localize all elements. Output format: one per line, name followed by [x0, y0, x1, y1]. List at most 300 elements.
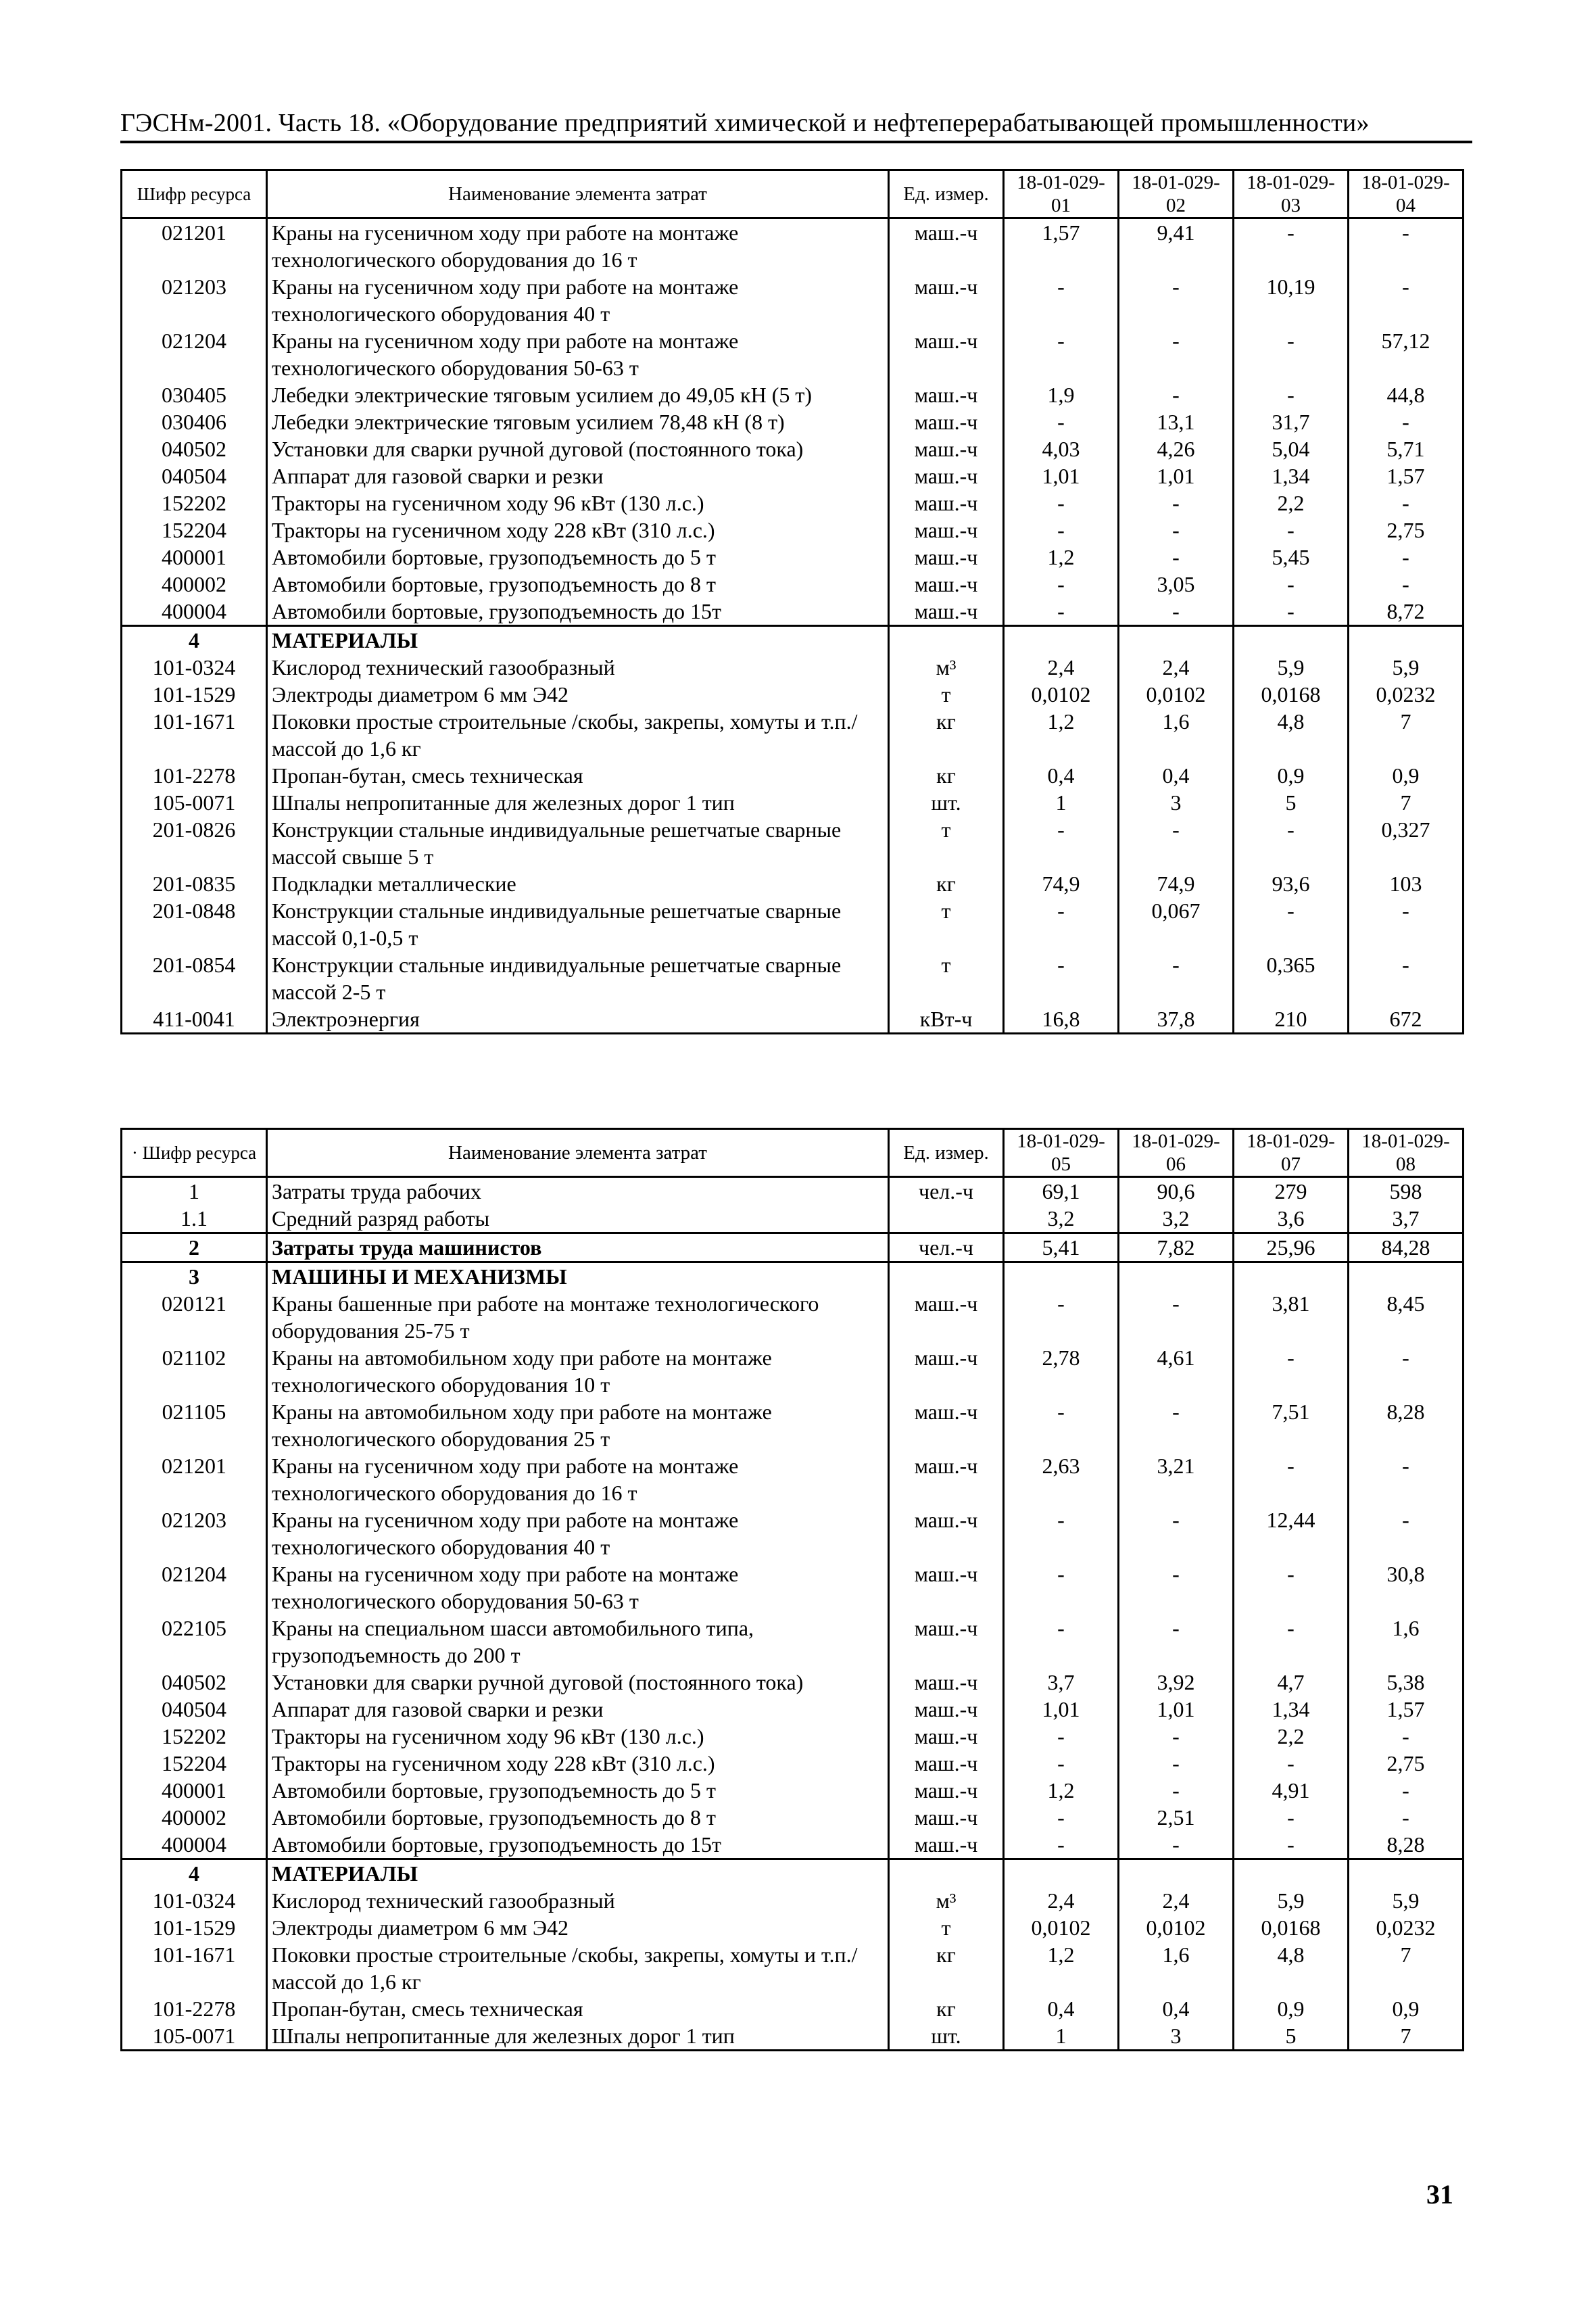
norm-value-col-1: - — [1004, 816, 1119, 870]
unit-of-measure: маш.-ч — [889, 517, 1004, 544]
table-row — [122, 1177, 1464, 1206]
cost-element-name: Затраты труда рабочих — [267, 1177, 889, 1206]
table-row — [122, 1723, 1464, 1750]
unit-of-measure: маш.-ч — [889, 1344, 1004, 1398]
resource-code: 1.1 — [122, 1205, 267, 1233]
resource-code: 021102 — [122, 1344, 267, 1398]
page-header: ГЭСНм-2001. Часть 18. «Оборудование предприятий химической и нефтеперерабатывающей промышленности» — [120, 108, 1472, 143]
norm-value-col-4: 1,6 — [1349, 1615, 1464, 1669]
norm-value-col-1: - — [1004, 408, 1119, 435]
unit-of-measure: кг — [889, 708, 1004, 762]
table-row — [122, 218, 1464, 274]
norm-value-col-2 — [1119, 1859, 1234, 1888]
cost-element-name: Электроэнергия — [267, 1005, 889, 1034]
unit-of-measure: маш.-ч — [889, 598, 1004, 626]
cost-element-name: Краны на гусеничном ходу при работе на монтаже технологического оборудования 50-63 т — [267, 327, 889, 381]
norm-value-col-3: - — [1234, 1560, 1349, 1615]
table-row — [122, 2022, 1464, 2051]
header-name: Наименование элемента затрат — [267, 1129, 889, 1177]
norm-value-col-3: 10,19 — [1234, 273, 1349, 327]
norm-value-col-1: - — [1004, 598, 1119, 626]
norm-value-col-3: - — [1234, 1750, 1349, 1777]
norm-value-col-4: 672 — [1349, 1005, 1464, 1034]
table-row — [122, 1995, 1464, 2022]
norm-value-col-3: - — [1234, 1452, 1349, 1506]
cost-element-name: Шпалы непропитанные для железных дорог 1 тип — [267, 2022, 889, 2051]
norm-value-col-3: - — [1234, 598, 1349, 626]
norm-value-col-4: 5,9 — [1349, 654, 1464, 681]
cost-element-name: Конструкции стальные индивидуальные решетчатые сварные массой свыше 5 т — [267, 816, 889, 870]
norm-value-col-2: - — [1119, 1831, 1234, 1859]
norm-value-col-4: - — [1349, 571, 1464, 598]
resource-code: 201-0848 — [122, 897, 267, 951]
cost-element-name: Средний разряд работы — [267, 1205, 889, 1233]
cost-element-name: Аппарат для газовой сварки и резки — [267, 462, 889, 490]
resource-code: 040504 — [122, 462, 267, 490]
cost-element-name: Пропан-бутан, смесь техническая — [267, 1995, 889, 2022]
resource-code: 101-0324 — [122, 654, 267, 681]
cost-element-name: Тракторы на гусеничном ходу 96 кВт (130 л.с.) — [267, 1723, 889, 1750]
unit-of-measure: маш.-ч — [889, 1398, 1004, 1452]
table-row — [122, 1233, 1464, 1262]
norm-value-col-4: 7 — [1349, 789, 1464, 816]
cost-element-name: МАШИНЫ И МЕХАНИЗМЫ — [267, 1262, 889, 1291]
norm-value-col-4 — [1349, 626, 1464, 654]
norm-value-col-2: 0,4 — [1119, 762, 1234, 789]
norm-value-col-4: 2,75 — [1349, 1750, 1464, 1777]
norm-value-col-2: 4,26 — [1119, 435, 1234, 462]
resource-code: 101-1529 — [122, 1914, 267, 1941]
table-row — [122, 1290, 1464, 1344]
unit-of-measure: маш.-ч — [889, 1669, 1004, 1696]
norm-value-col-1: - — [1004, 1560, 1119, 1615]
table-row — [122, 1205, 1464, 1233]
norm-value-col-1: - — [1004, 1290, 1119, 1344]
norm-value-col-3 — [1234, 626, 1349, 654]
norm-value-col-1: - — [1004, 1831, 1119, 1859]
norm-value-col-1 — [1004, 626, 1119, 654]
norm-value-col-2: 3,21 — [1119, 1452, 1234, 1506]
header-col-4: 18-01-029-04 — [1349, 170, 1464, 218]
table-row — [122, 1262, 1464, 1291]
unit-of-measure: маш.-ч — [889, 327, 1004, 381]
cost-element-name: Подкладки металлические — [267, 870, 889, 897]
table-row — [122, 789, 1464, 816]
unit-of-measure: маш.-ч — [889, 435, 1004, 462]
cost-element-name: Аппарат для газовой сварки и резки — [267, 1696, 889, 1723]
unit-of-measure: кг — [889, 1941, 1004, 1995]
cost-element-name: Тракторы на гусеничном ходу 228 кВт (310 л.с.) — [267, 517, 889, 544]
resource-code: 152204 — [122, 517, 267, 544]
table-row — [122, 490, 1464, 517]
cost-element-name: Автомобили бортовые, грузоподъемность до 15т — [267, 598, 889, 626]
resource-code: 1 — [122, 1177, 267, 1206]
norm-value-col-3: 0,0168 — [1234, 681, 1349, 708]
norm-value-col-3: - — [1234, 1344, 1349, 1398]
norm-value-col-3: - — [1234, 1804, 1349, 1831]
table-row — [122, 598, 1464, 626]
norm-value-col-2: 37,8 — [1119, 1005, 1234, 1034]
norm-value-col-2: 3,05 — [1119, 571, 1234, 598]
norm-value-col-4: 103 — [1349, 870, 1464, 897]
norm-value-col-4: - — [1349, 1777, 1464, 1804]
resource-code: 105-0071 — [122, 2022, 267, 2051]
table-row — [122, 1914, 1464, 1941]
norm-value-col-1: - — [1004, 273, 1119, 327]
norm-value-col-4: 8,45 — [1349, 1290, 1464, 1344]
resource-code: 101-0324 — [122, 1887, 267, 1914]
cost-element-name: Краны на гусеничном ходу при работе на монтаже технологического оборудования до 16 т — [267, 1452, 889, 1506]
norm-value-col-4: 1,57 — [1349, 462, 1464, 490]
norm-value-col-1: 2,4 — [1004, 1887, 1119, 1914]
norm-value-col-4: 5,38 — [1349, 1669, 1464, 1696]
norm-value-col-3: 0,9 — [1234, 1995, 1349, 2022]
norm-value-col-1: - — [1004, 571, 1119, 598]
norm-value-col-2: 1,01 — [1119, 1696, 1234, 1723]
norm-value-col-1: - — [1004, 951, 1119, 1005]
norm-value-col-2: 0,0102 — [1119, 1914, 1234, 1941]
norm-value-col-4: - — [1349, 490, 1464, 517]
norm-value-col-4: - — [1349, 1452, 1464, 1506]
table-row — [122, 951, 1464, 1005]
norm-value-col-3: - — [1234, 1831, 1349, 1859]
resource-code: 021105 — [122, 1398, 267, 1452]
norm-value-col-4: 1,57 — [1349, 1696, 1464, 1723]
cost-element-name: Автомобили бортовые, грузоподъемность до 8 т — [267, 571, 889, 598]
table-row — [122, 816, 1464, 870]
norm-value-col-3: 93,6 — [1234, 870, 1349, 897]
norm-value-col-1: 0,4 — [1004, 762, 1119, 789]
norm-value-col-1 — [1004, 1262, 1119, 1291]
norm-value-col-3: 5,45 — [1234, 544, 1349, 571]
resource-code: 201-0854 — [122, 951, 267, 1005]
norm-value-col-4 — [1349, 1262, 1464, 1291]
cost-element-name: Краны на автомобильном ходу при работе на монтаже технологического оборудования 25 т — [267, 1398, 889, 1452]
norm-value-col-1: - — [1004, 1398, 1119, 1452]
cost-element-name: Автомобили бортовые, грузоподъемность до 5 т — [267, 1777, 889, 1804]
resource-code: 400002 — [122, 571, 267, 598]
norm-value-col-1: 74,9 — [1004, 870, 1119, 897]
norm-value-col-4: 7 — [1349, 1941, 1464, 1995]
norm-value-col-3: 210 — [1234, 1005, 1349, 1034]
unit-of-measure: шт. — [889, 2022, 1004, 2051]
norm-value-col-2: - — [1119, 517, 1234, 544]
cost-element-name: Установки для сварки ручной дуговой (постоянного тока) — [267, 1669, 889, 1696]
unit-of-measure: т — [889, 1914, 1004, 1941]
norm-value-col-1: - — [1004, 490, 1119, 517]
table-row — [122, 1831, 1464, 1859]
table-row — [122, 1398, 1464, 1452]
table-row — [122, 273, 1464, 327]
cost-element-name: Поковки простые строительные /скобы, закрепы, хомуты и т.п./ массой до 1,6 кг — [267, 708, 889, 762]
norm-value-col-2: 7,82 — [1119, 1233, 1234, 1262]
unit-of-measure: маш.-ч — [889, 462, 1004, 490]
header-col-2: 18-01-029-02 — [1119, 170, 1234, 218]
norm-value-col-4: 2,75 — [1349, 517, 1464, 544]
table-row — [122, 654, 1464, 681]
norm-value-col-3: 5,9 — [1234, 1887, 1349, 1914]
norm-value-col-1: 69,1 — [1004, 1177, 1119, 1206]
cost-element-name: Конструкции стальные индивидуальные решетчатые сварные массой 0,1-0,5 т — [267, 897, 889, 951]
table-header-row — [122, 1129, 1464, 1177]
resource-code: 152202 — [122, 490, 267, 517]
resource-code: 021204 — [122, 327, 267, 381]
norm-value-col-4: - — [1349, 408, 1464, 435]
resource-code: 021203 — [122, 1506, 267, 1560]
header-code: Шифр ресурса — [122, 170, 267, 218]
norm-value-col-1: 0,0102 — [1004, 681, 1119, 708]
cost-element-name: Конструкции стальные индивидуальные решетчатые сварные массой 2-5 т — [267, 951, 889, 1005]
norm-value-col-2: - — [1119, 381, 1234, 408]
norm-value-col-3: 4,8 — [1234, 1941, 1349, 1995]
unit-of-measure: маш.-ч — [889, 1750, 1004, 1777]
cost-element-name: Автомобили бортовые, грузоподъемность до 8 т — [267, 1804, 889, 1831]
resource-code: 152202 — [122, 1723, 267, 1750]
norm-value-col-4: 84,28 — [1349, 1233, 1464, 1262]
unit-of-measure: маш.-ч — [889, 381, 1004, 408]
unit-of-measure — [889, 1205, 1004, 1233]
cost-element-name: Электроды диаметром 6 мм Э42 — [267, 1914, 889, 1941]
norm-value-col-2: 3 — [1119, 789, 1234, 816]
norm-value-col-4: - — [1349, 544, 1464, 571]
header-unit: Ед. измер. — [889, 170, 1004, 218]
norm-value-col-3: - — [1234, 517, 1349, 544]
table-row — [122, 626, 1464, 654]
table-row — [122, 408, 1464, 435]
resource-code: 101-2278 — [122, 762, 267, 789]
unit-of-measure: кВт-ч — [889, 1005, 1004, 1034]
table-row — [122, 435, 1464, 462]
norm-value-col-1: - — [1004, 327, 1119, 381]
norm-value-col-1: - — [1004, 1615, 1119, 1669]
table-row — [122, 381, 1464, 408]
norm-value-col-2: 74,9 — [1119, 870, 1234, 897]
norm-value-col-2 — [1119, 1262, 1234, 1291]
norm-value-col-3: 0,9 — [1234, 762, 1349, 789]
resource-code: 400001 — [122, 544, 267, 571]
table-row — [122, 1750, 1464, 1777]
resource-code: 101-2278 — [122, 1995, 267, 2022]
norm-value-col-1: 2,78 — [1004, 1344, 1119, 1398]
norm-value-col-2: 3,2 — [1119, 1205, 1234, 1233]
norm-value-col-3: 25,96 — [1234, 1233, 1349, 1262]
cost-element-name: Краны на автомобильном ходу при работе на монтаже технологического оборудования 10 т — [267, 1344, 889, 1398]
norm-value-col-1: 1 — [1004, 789, 1119, 816]
norm-value-col-1: 1,9 — [1004, 381, 1119, 408]
table-row — [122, 1941, 1464, 1995]
norm-value-col-2: - — [1119, 951, 1234, 1005]
unit-of-measure: маш.-ч — [889, 1290, 1004, 1344]
norm-value-col-2: 1,6 — [1119, 708, 1234, 762]
unit-of-measure: маш.-ч — [889, 218, 1004, 274]
table-row — [122, 1804, 1464, 1831]
resource-code: 030406 — [122, 408, 267, 435]
norm-value-col-4: 5,71 — [1349, 435, 1464, 462]
norm-value-col-2: - — [1119, 544, 1234, 571]
norm-value-col-2: - — [1119, 1723, 1234, 1750]
norm-value-col-2: 0,067 — [1119, 897, 1234, 951]
table-header-row — [122, 170, 1464, 218]
resource-code: 040502 — [122, 435, 267, 462]
norm-value-col-3: 0,365 — [1234, 951, 1349, 1005]
norm-value-col-4: 7 — [1349, 708, 1464, 762]
norm-value-col-1 — [1004, 1859, 1119, 1888]
table-row — [122, 1005, 1464, 1034]
norm-value-col-4: - — [1349, 218, 1464, 274]
table-row — [122, 708, 1464, 762]
table-row — [122, 1615, 1464, 1669]
resource-code: 040502 — [122, 1669, 267, 1696]
norm-value-col-1: 2,4 — [1004, 654, 1119, 681]
norm-value-col-4: - — [1349, 1506, 1464, 1560]
norm-value-col-2: - — [1119, 327, 1234, 381]
norm-value-col-4: 8,72 — [1349, 598, 1464, 626]
norm-value-col-3: 1,34 — [1234, 1696, 1349, 1723]
norm-value-col-2: 9,41 — [1119, 218, 1234, 274]
cost-element-name: Пропан-бутан, смесь техническая — [267, 762, 889, 789]
norm-value-col-3: - — [1234, 1615, 1349, 1669]
cost-element-name: Кислород технический газообразный — [267, 1887, 889, 1914]
norm-value-col-2: - — [1119, 1506, 1234, 1560]
norm-value-col-2: - — [1119, 273, 1234, 327]
table-row — [122, 1887, 1464, 1914]
table-row — [122, 870, 1464, 897]
resource-code: 2 — [122, 1233, 267, 1262]
table-row — [122, 1669, 1464, 1696]
resource-code: 411-0041 — [122, 1005, 267, 1034]
header-code: · Шифр ресурса — [122, 1129, 267, 1177]
norm-value-col-3: 31,7 — [1234, 408, 1349, 435]
norm-value-col-3: 2,2 — [1234, 490, 1349, 517]
header-name: Наименование элемента затрат — [267, 170, 889, 218]
norm-value-col-1: 1,2 — [1004, 544, 1119, 571]
unit-of-measure: кг — [889, 762, 1004, 789]
norm-value-col-3: - — [1234, 327, 1349, 381]
norm-value-col-2: 4,61 — [1119, 1344, 1234, 1398]
norm-value-col-4: - — [1349, 273, 1464, 327]
norm-value-col-1: 3,2 — [1004, 1205, 1119, 1233]
resource-code: 152204 — [122, 1750, 267, 1777]
norm-value-col-2: 2,4 — [1119, 1887, 1234, 1914]
cost-element-name: Автомобили бортовые, грузоподъемность до 5 т — [267, 544, 889, 571]
table-row — [122, 517, 1464, 544]
unit-of-measure: т — [889, 897, 1004, 951]
unit-of-measure: маш.-ч — [889, 490, 1004, 517]
cost-element-name: Установки для сварки ручной дуговой (постоянного тока) — [267, 435, 889, 462]
cost-element-name: Краны на гусеничном ходу при работе на монтаже технологического оборудования 40 т — [267, 1506, 889, 1560]
norm-value-col-2: - — [1119, 1560, 1234, 1615]
unit-of-measure: маш.-ч — [889, 1615, 1004, 1669]
resource-code: 021201 — [122, 1452, 267, 1506]
norm-value-col-2: 13,1 — [1119, 408, 1234, 435]
norm-value-col-2: - — [1119, 1750, 1234, 1777]
table-row — [122, 762, 1464, 789]
table-row — [122, 1696, 1464, 1723]
norm-value-col-4: 7 — [1349, 2022, 1464, 2051]
cost-element-name: Тракторы на гусеничном ходу 228 кВт (310 л.с.) — [267, 1750, 889, 1777]
norm-value-col-2: 2,51 — [1119, 1804, 1234, 1831]
norm-value-col-3: - — [1234, 218, 1349, 274]
unit-of-measure: т — [889, 681, 1004, 708]
norm-value-col-2: 3 — [1119, 2022, 1234, 2051]
norm-value-col-1: - — [1004, 517, 1119, 544]
table-row — [122, 897, 1464, 951]
norm-value-col-1: 0,4 — [1004, 1995, 1119, 2022]
norm-value-col-2: - — [1119, 1777, 1234, 1804]
norm-value-col-1: 1,57 — [1004, 218, 1119, 274]
norm-value-col-4: - — [1349, 951, 1464, 1005]
unit-of-measure: м³ — [889, 654, 1004, 681]
header-col-1: 18-01-029-01 — [1004, 170, 1119, 218]
norm-value-col-3: 0,0168 — [1234, 1914, 1349, 1941]
table-row — [122, 1777, 1464, 1804]
norm-value-col-1: 3,7 — [1004, 1669, 1119, 1696]
resource-code: 400004 — [122, 598, 267, 626]
norm-value-col-4: 598 — [1349, 1177, 1464, 1206]
norm-value-col-4: 5,9 — [1349, 1887, 1464, 1914]
resource-code: 201-0835 — [122, 870, 267, 897]
norm-value-col-3: 5,9 — [1234, 654, 1349, 681]
cost-element-name: Лебедки электрические тяговым усилием до 49,05 кН (5 т) — [267, 381, 889, 408]
norm-value-col-4: 0,327 — [1349, 816, 1464, 870]
norm-value-col-2: 1,6 — [1119, 1941, 1234, 1995]
unit-of-measure: маш.-ч — [889, 408, 1004, 435]
table-row — [122, 1506, 1464, 1560]
header-col-2: 18-01-029-06 — [1119, 1129, 1234, 1177]
unit-of-measure: маш.-ч — [889, 544, 1004, 571]
norm-value-col-3: 2,2 — [1234, 1723, 1349, 1750]
header-col-4: 18-01-029-08 — [1349, 1129, 1464, 1177]
unit-of-measure: маш.-ч — [889, 1723, 1004, 1750]
header-col-3: 18-01-029-03 — [1234, 170, 1349, 218]
cost-element-name: Шпалы непропитанные для железных дорог 1 тип — [267, 789, 889, 816]
resource-table-2 — [120, 1128, 1464, 2051]
unit-of-measure: чел.-ч — [889, 1233, 1004, 1262]
unit-of-measure: маш.-ч — [889, 1831, 1004, 1859]
norm-value-col-1: - — [1004, 1723, 1119, 1750]
norm-value-col-1: 1,01 — [1004, 462, 1119, 490]
norm-value-col-3: 4,8 — [1234, 708, 1349, 762]
norm-value-col-2: 0,0102 — [1119, 681, 1234, 708]
unit-of-measure: м³ — [889, 1887, 1004, 1914]
resource-table-1 — [120, 169, 1464, 1034]
table-row — [122, 327, 1464, 381]
resource-code: 400001 — [122, 1777, 267, 1804]
norm-value-col-2: - — [1119, 1398, 1234, 1452]
unit-of-measure: кг — [889, 870, 1004, 897]
norm-value-col-2: - — [1119, 1290, 1234, 1344]
norm-value-col-1: 1,2 — [1004, 1777, 1119, 1804]
norm-value-col-4: 0,0232 — [1349, 1914, 1464, 1941]
norm-value-col-3: 4,91 — [1234, 1777, 1349, 1804]
norm-value-col-4: 3,7 — [1349, 1205, 1464, 1233]
unit-of-measure: маш.-ч — [889, 273, 1004, 327]
norm-value-col-1: 0,0102 — [1004, 1914, 1119, 1941]
norm-value-col-3: 12,44 — [1234, 1506, 1349, 1560]
page-number: 31 — [1426, 2179, 1453, 2210]
header-unit: Ед. измер. — [889, 1129, 1004, 1177]
cost-element-name: Лебедки электрические тяговым усилием 78,48 кН (8 т) — [267, 408, 889, 435]
norm-value-col-3: 7,51 — [1234, 1398, 1349, 1452]
norm-value-col-3 — [1234, 1262, 1349, 1291]
header-col-3: 18-01-029-07 — [1234, 1129, 1349, 1177]
cost-element-name: Краны башенные при работе на монтаже технологического оборудования 25-75 т — [267, 1290, 889, 1344]
resource-code: 400004 — [122, 1831, 267, 1859]
norm-value-col-3: 5 — [1234, 789, 1349, 816]
unit-of-measure: т — [889, 816, 1004, 870]
resource-code: 101-1529 — [122, 681, 267, 708]
table-row — [122, 1560, 1464, 1615]
